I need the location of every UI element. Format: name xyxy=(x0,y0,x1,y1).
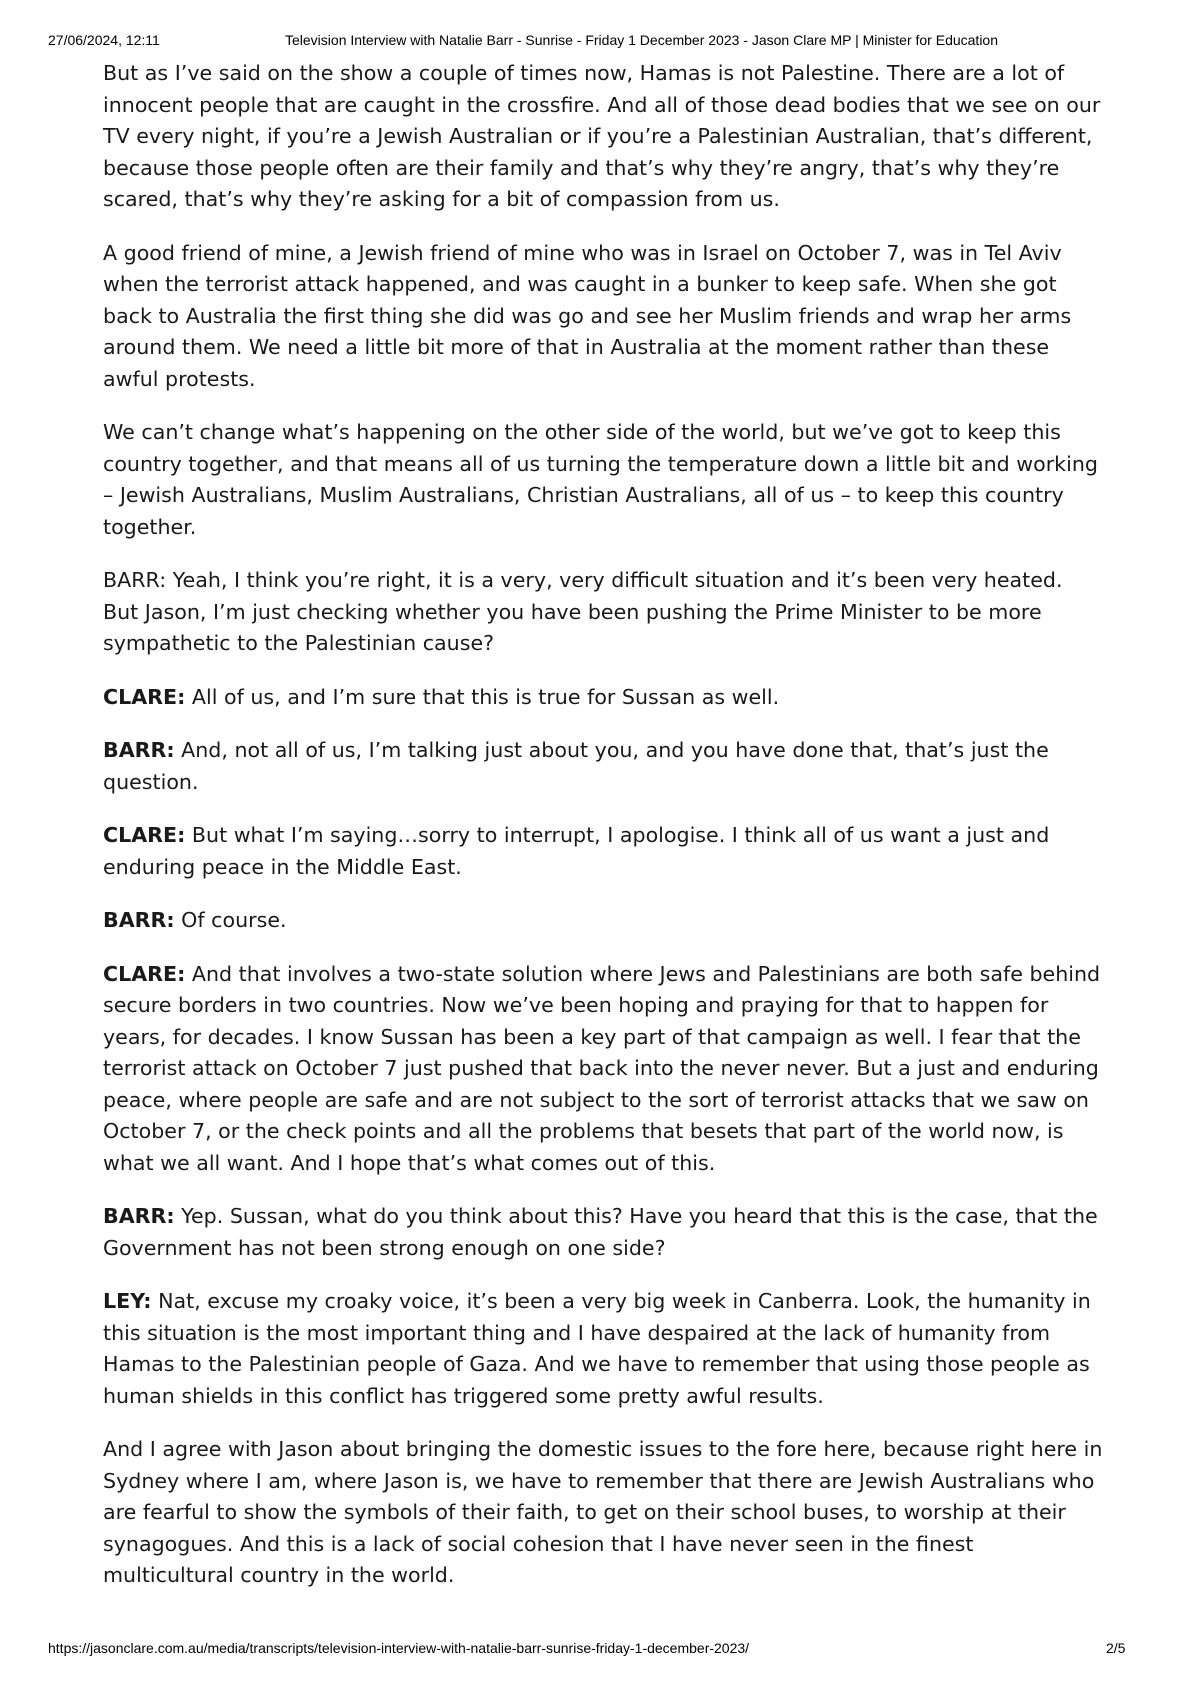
page-url: https://jasonclare.com.au/media/transcripts/television-interview-with-natalie-barr-sunrise-friday-1-december-2023/ xyxy=(48,1640,750,1656)
speaker-label: CLARE: xyxy=(103,961,186,986)
transcript-body xyxy=(103,58,1103,1614)
speaker-label: BARR: xyxy=(103,738,175,762)
paragraph-text: Nat, excuse my croaky voice, it’s been a very big week in Canberra. Look, the humanity in this situation is the most important thing and I have despaired at the lack of humanity from Hamas to the Palestinian people of Gaza. And we have to remember that using those people as human shields in this conflict has triggered some pretty awful results. xyxy=(103,1289,1091,1408)
transcript-paragraph xyxy=(103,417,1103,543)
paragraph-text: All of us, and I’m sure that this is true for Sussan as well. xyxy=(185,684,780,709)
speaker-label: CLARE: xyxy=(103,823,186,847)
transcript-paragraph xyxy=(103,959,1103,1180)
transcript-paragraph xyxy=(103,1286,1103,1412)
paragraph-text: And that involves a two-state solution where Jews and Palestinians are both safe behind secure borders in two countries. Now we’ve been hoping and praying for that to happen for years, for decades. I know Sussan has been a key part of that campaign as well. I fear that the terrorist attack on October 7 just pushed that back into the never never. But a just and enduring peace, where people are safe and are not subject to the sort of terrorist attacks that we saw on October 7, or the check points and all the problems that besets that part of the world now, is what we all want. And I hope that’s what comes out of this. xyxy=(103,961,1101,1175)
speaker-label: CLARE: xyxy=(103,684,186,709)
transcript-paragraph xyxy=(103,238,1103,396)
page-number: 2/5 xyxy=(1106,1640,1126,1656)
paragraph-text: Yep. Sussan, what do you think about this? Have you heard that this is the case, that the Government has not been strong enough on one side? xyxy=(103,1204,1098,1260)
transcript-paragraph xyxy=(103,735,1103,798)
speaker-label: BARR: xyxy=(103,908,175,932)
transcript-paragraph xyxy=(103,1201,1103,1264)
transcript-paragraph xyxy=(103,682,1103,714)
page-title: Television Interview with Natalie Barr - Sunrise - Friday 1 December 2023 - Jason Clare MP | Minister for Education xyxy=(285,32,998,48)
paragraph-text: Of course. xyxy=(174,908,287,932)
speaker-label: BARR: xyxy=(103,1204,175,1228)
transcript-paragraph xyxy=(103,820,1103,883)
paragraph-text: But as I’ve said on the show a couple of times now, Hamas is not Palestine. There are a lot of innocent people that are caught in the crossfire. And all of those dead bodies that we see on our TV every night, if you’re a Jewish Australian or if you’re a Palestinian Australian, that’s different, because those people often are their family and that’s why they’re angry, that’s why they’re scared, that’s why they’re asking for a bit of compassion from us. xyxy=(103,61,1101,211)
paragraph-text: But what I’m saying…sorry to interrupt, I apologise. I think all of us want a just and enduring peace in the Middle East. xyxy=(103,823,1050,879)
transcript-paragraph xyxy=(103,565,1103,660)
paragraph-text: And I agree with Jason about bringing the domestic issues to the fore here, because right here in Sydney where I am, where Jason is, we have to remember that there are Jewish Australians who are fearful to show the symbols of their faith, to get on their school buses, to worship at their synagogues. And this is a lack of social cohesion that I have never seen in the finest multicultural country in the world. xyxy=(103,1437,1103,1587)
paragraph-text: We can’t change what’s happening on the other side of the world, but we’ve got to keep this country together, and that means all of us turning the temperature down a little bit and working – Jewish Australians, Muslim Australians, Christian Australians, all of us – to keep this country together. xyxy=(103,420,1098,539)
paragraph-text: BARR: Yeah, I think you’re right, it is a very, very difficult situation and it’s been very heated. But Jason, I’m just checking whether you have been pushing the Prime Minister to be more sympathetic to the Palestinian cause? xyxy=(103,568,1063,655)
transcript-paragraph xyxy=(103,905,1103,937)
transcript-paragraph xyxy=(103,58,1103,216)
speaker-label: LEY: xyxy=(103,1289,152,1313)
transcript-paragraph xyxy=(103,1434,1103,1592)
print-datetime: 27/06/2024, 12:11 xyxy=(48,32,160,48)
paragraph-text: A good friend of mine, a Jewish friend of mine who was in Israel on October 7, was in Tel Aviv when the terrorist attack happened, and was caught in a bunker to keep safe. When she got back to Australia the first thing she did was go and see her Muslim friends and wrap her arms around them. We need a little bit more of that in Australia at the moment rather than these awful protests. xyxy=(103,240,1072,391)
paragraph-text: And, not all of us, I’m talking just about you, and you have done that, that’s just the question. xyxy=(103,738,1049,794)
